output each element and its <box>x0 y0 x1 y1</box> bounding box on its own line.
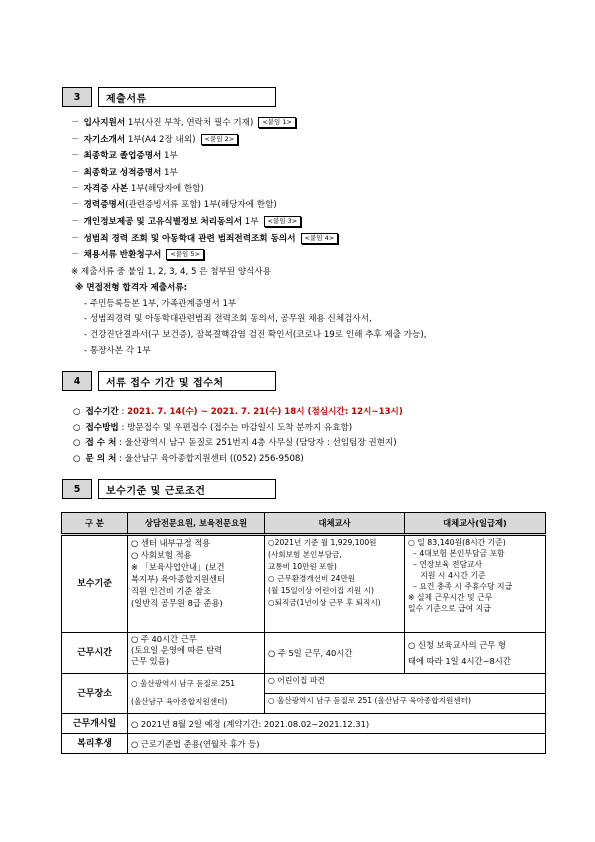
cell-line: 일수 기준으로 급여 지급 <box>408 604 491 613</box>
cell-line: ※ 실제 근무시간 및 근무 <box>408 593 493 602</box>
item-detail: 1부(사진 부착, 연락처 필수 기재) <box>125 118 254 128</box>
item-name: 입사지원서 <box>83 118 126 128</box>
document-item <box>71 248 204 260</box>
item-dash: － <box>71 118 80 128</box>
cell-line: (월 15일이상 어린이집 지원 시) <box>268 586 374 595</box>
start-date: ○ 2021년 8월 2일 예정 (계약기간: 2021.08.02~2021.12.31) <box>128 714 546 734</box>
cell-line: ○ 일 83,140원(8시간 기준) <box>408 538 506 547</box>
section-5-header <box>62 479 276 499</box>
document-item <box>71 215 301 227</box>
pass-item: - 건강진단결과서(구 보건증), 잠복결핵감염 검진 확인서(코로나 19로 인해 추후 제출 가능), <box>84 330 427 340</box>
cell-line: – 4대보험 본인부담금 포함 <box>408 549 505 558</box>
cell-line: 복지부) 육아종합지원센터 <box>131 574 226 584</box>
section-title: 서류 접수 기간 및 접수처 <box>98 371 276 391</box>
row-label-welfare: 복리후생 <box>62 734 128 754</box>
circle-bullet: ○ <box>73 407 81 417</box>
section-title: 제출서류 <box>98 87 276 107</box>
hours-substitute <box>265 633 405 674</box>
form-note: ※ 제출서류 중 붙임 1, 2, 3, 4, 5 은 첨부된 양식사용 <box>71 267 272 277</box>
circle-bullet: ○ <box>73 423 81 433</box>
item-detail: 1부 <box>242 217 259 227</box>
item-name: 성범죄 경력 조회 및 아동학대 관련 범죄전력조회 동의서 <box>83 234 296 244</box>
row-label-pay: 보수기준 <box>62 535 128 633</box>
circle-bullet: ○ <box>73 454 81 464</box>
section-number: 5 <box>62 479 92 499</box>
item-detail: 1부 <box>161 151 178 161</box>
info-value: 방문접수 및 우편접수 (접수는 마감일시 도착 분까지 유효함) <box>127 423 353 433</box>
cell-line: (울산남구 육아종합지원센터) <box>131 697 228 706</box>
circle-bullet: ○ <box>73 438 81 448</box>
pay-substitute <box>265 535 405 633</box>
cell-line: ○ 센터 내부규정 적용 <box>131 538 211 548</box>
cell-line: ○ 신청 보육교사의 근무 형 <box>408 640 506 650</box>
info-separator: : <box>118 423 128 433</box>
header-counselor: 상담전문요원, 보육전문요원 <box>128 513 265 535</box>
document-item <box>71 166 178 178</box>
row-label-start: 근무개시일 <box>62 714 128 734</box>
cell-line: 지원 시 4시간 기준 <box>408 571 486 580</box>
item-dash: － <box>71 200 80 210</box>
header-substitute: 대체교사 <box>265 513 405 535</box>
cell-line: ○퇴직금(1년이상 근무 후 퇴직시) <box>268 598 381 607</box>
cell-line: (사회보험 본인부담금, <box>268 550 342 559</box>
info-separator: : <box>118 407 128 417</box>
item-name: 경력증명서 <box>83 200 126 210</box>
item-dash: － <box>71 217 80 227</box>
document-item <box>71 182 204 194</box>
attachment-tag: <붙임 4> <box>301 233 339 244</box>
item-detail: 1부(A4 2장 내외) <box>125 135 196 145</box>
info-value: 울산남구 육아종합지원센터 ((052) 256-9508) <box>124 454 304 464</box>
cell-line: 태에 따라 1일 4시간~8시간 <box>408 656 511 666</box>
place-dispatch: ○ 어린이집 파견 <box>265 674 546 694</box>
item-name: 자격증 사본 <box>83 184 129 194</box>
pay-counselor <box>128 535 265 633</box>
hours-counselor <box>128 633 265 674</box>
item-name: 채용서류 반환청구서 <box>83 250 162 260</box>
document-item <box>71 198 277 210</box>
document-item <box>71 116 296 128</box>
place-counselor <box>128 674 265 714</box>
cell-line: 근무 있음) <box>131 656 169 666</box>
row-label-place: 근무장소 <box>62 674 128 714</box>
item-dash: － <box>71 151 80 161</box>
info-label: 접수방법 <box>85 423 119 433</box>
pass-heading: ※ 면접전형 합격자 제출서류: <box>75 283 188 293</box>
document-item <box>71 149 178 161</box>
section-number: 4 <box>62 371 92 391</box>
application-info-line <box>73 421 352 433</box>
welfare-value: ○ 근로기준법 준용(연월차 휴가 등) <box>128 734 546 754</box>
application-info-line <box>73 452 304 464</box>
item-dash: － <box>71 135 80 145</box>
cell-line: (토요일 운영에 따른 탄력 <box>131 645 223 655</box>
cell-line: – 요건 충족 시 주휴수당 지급 <box>408 582 513 591</box>
attachment-tag: <붙임 5> <box>166 249 204 260</box>
info-label: 접 수 처 <box>85 438 117 448</box>
section-title: 보수기준 및 근로조건 <box>98 479 276 499</box>
item-detail: (관련증빙서류 포함) 1부(해당자에 한함) <box>125 200 277 210</box>
info-value: 울산광역시 남구 돋질로 251번지 4층 사무실 (담당자 : 선임팀장 권현지) <box>124 438 397 448</box>
section-4-header <box>62 371 276 391</box>
document-item <box>71 133 238 145</box>
item-detail: 1부(해당자에 한함) <box>128 184 204 194</box>
item-dash: － <box>71 168 80 178</box>
info-label: 문 의 처 <box>85 454 117 464</box>
info-value: 2021. 7. 14(수) ~ 2021. 7. 21(수) 18시 (점심시간: 12시~13시) <box>127 407 403 417</box>
document-item <box>71 232 338 244</box>
item-dash: － <box>71 234 80 244</box>
cell-line: (일반직 공무원 8급 준용) <box>131 598 223 608</box>
item-dash: － <box>71 184 80 194</box>
pass-item: - 주민등록등본 1부, 가족관계증명서 1부 <box>84 299 237 309</box>
header-substitute-daily: 대체교사(일급제) <box>405 513 546 535</box>
attachment-tag: <붙임 3> <box>264 216 302 227</box>
cell-line: 직원 인건비 기준 참조 <box>131 586 212 596</box>
application-info-line <box>73 436 397 448</box>
pass-item: - 통장사본 각 1부 <box>84 346 151 356</box>
cell-line: ○ 사회보험 적용 <box>131 550 192 560</box>
cell-line: – 연장보육 전담교사 <box>408 560 483 569</box>
info-separator: : <box>116 438 125 448</box>
cell-line: ○ 울산광역시 남구 돋질로 251 <box>131 679 236 688</box>
cell-line: ○ 주 5일 근무, 40시간 <box>268 648 353 658</box>
info-separator: : <box>116 454 125 464</box>
section-3-header <box>62 87 276 107</box>
cell-line: ○ 주 40시간 근무 <box>131 634 197 644</box>
header-category: 구 분 <box>62 513 128 535</box>
attachment-tag: <붙임 1> <box>258 117 296 128</box>
hours-substitute-daily <box>405 633 546 674</box>
item-name: 개인정보제공 및 고유식별정보 처리동의서 <box>83 217 243 227</box>
pass-item: - 성범죄경력 및 아동학대관련범죄 전력조회 동의서, 공무원 채용 신체검사서, <box>84 314 372 324</box>
item-name: 자기소개서 <box>83 135 126 145</box>
place-address: ○ 울산광역시 남구 돋질로 251 (울산남구 육아종합지원센터) <box>265 694 546 714</box>
item-dash: － <box>71 250 80 260</box>
item-name: 최종학교 성적증명서 <box>83 168 162 178</box>
attachment-tag: <붙임 2> <box>201 134 239 145</box>
info-label: 접수기간 <box>85 407 119 417</box>
section-number: 3 <box>62 87 92 107</box>
item-detail: 1부 <box>161 168 178 178</box>
cell-line: 교통비 10만원 포함) <box>268 562 337 571</box>
cell-line: ○2021년 기준 월 1,929,100원 <box>268 538 377 547</box>
item-name: 최종학교 졸업증명서 <box>83 151 162 161</box>
conditions-table <box>61 512 546 754</box>
cell-line: ※ 「보육사업안내」(보건 <box>131 562 225 572</box>
pay-substitute-daily <box>405 535 546 633</box>
application-info-line <box>73 405 403 417</box>
cell-line: ○ 근무환경개선비 24만원 <box>268 574 356 583</box>
row-label-hours: 근무시간 <box>62 633 128 674</box>
